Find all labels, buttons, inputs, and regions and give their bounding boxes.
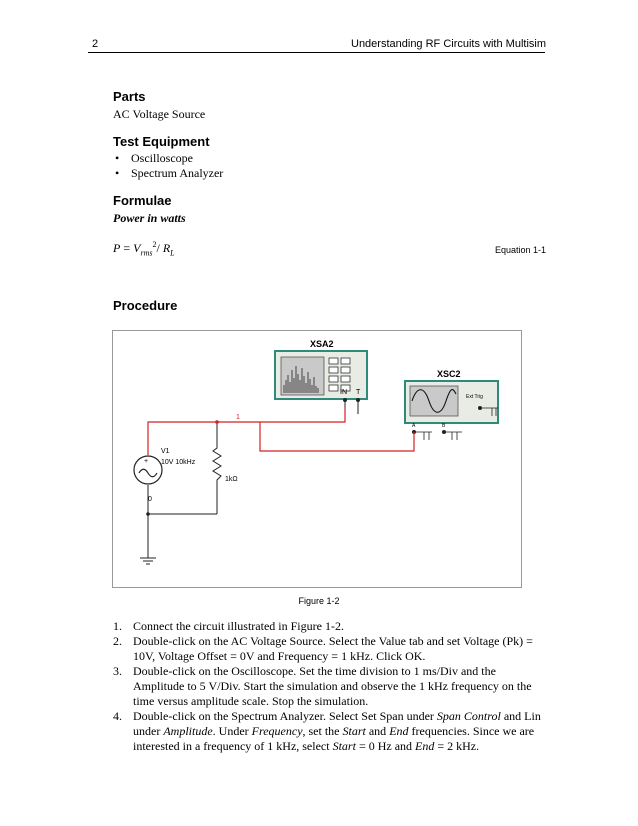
- equation-lhs: P: [113, 241, 121, 255]
- equation-v-sup: 2: [152, 240, 157, 249]
- spectrum-analyzer[interactable]: [275, 339, 367, 407]
- spectrum-t-label: T: [356, 389, 361, 396]
- oscilloscope[interactable]: [405, 369, 498, 440]
- equation-v-sub: rms: [140, 248, 153, 258]
- equation: [113, 240, 175, 257]
- step-number: 1.: [113, 619, 122, 633]
- circuit-figure: [112, 330, 522, 588]
- test-equipment-heading: Test Equipment: [113, 134, 210, 149]
- oscilloscope-ch-b: B: [442, 423, 446, 429]
- test-equipment-list: [113, 151, 223, 181]
- equation-equals: =: [120, 241, 134, 255]
- formula-subheading: Power in watts: [113, 211, 186, 225]
- equation-label: Equation 1-1: [494, 245, 546, 255]
- equation-r-sub: L: [170, 248, 175, 258]
- step-text: Connect the circuit illustrated in Figure 1-2.: [133, 619, 344, 633]
- oscilloscope-ch-a: A: [412, 423, 416, 429]
- parts-item: AC Voltage Source: [113, 107, 206, 121]
- spectrum-analyzer-screen: [281, 357, 324, 395]
- spectrum-analyzer-name: XSA2: [310, 339, 334, 349]
- step-item: [113, 664, 543, 709]
- source-value: 10V 10kHz: [161, 459, 196, 466]
- parts-heading: Parts: [113, 89, 146, 104]
- oscilloscope-ext-trig: Ext Trig: [466, 394, 483, 400]
- step-text: Double-click on the AC Voltage Source. Select the Value tab and set Voltage (Pk) = 10V, Voltage Offset = 0V and Frequency = 1 kHz. Click OK.: [133, 634, 533, 663]
- resistor-value: 1kΩ: [225, 476, 238, 483]
- source-name: V1: [161, 448, 170, 455]
- node-0-label: 0: [148, 496, 152, 503]
- step-number: 2.: [113, 634, 122, 648]
- step-item: [113, 709, 543, 754]
- procedure-heading: Procedure: [113, 298, 178, 313]
- step-number: 3.: [113, 664, 122, 678]
- source-plus: +: [144, 458, 149, 465]
- header-rule: [88, 52, 545, 53]
- equation-divide: /: [156, 241, 163, 255]
- step-item: [113, 619, 543, 634]
- list-item: • Oscilloscope: [113, 151, 223, 166]
- ac-voltage-source[interactable]: [134, 448, 196, 503]
- node-1-label: 1: [236, 414, 240, 421]
- step-text: Double-click on the Oscilloscope. Set the time division to 1 ms/Div and the Amplitude to 5 V/Div. Start the simulation and observe the 1 kHz frequency on the time versus amplitude scale. Stop the simulation.: [133, 664, 532, 708]
- page-number: 2: [92, 38, 99, 50]
- equation-r: R: [162, 241, 171, 255]
- figure-caption: Figure 1-2: [298, 596, 340, 606]
- step-number: 4.: [113, 709, 122, 723]
- spectrum-in-label: IN: [340, 389, 347, 396]
- formulae-heading: Formulae: [113, 193, 172, 208]
- running-title: Understanding RF Circuits with Multisim: [351, 38, 546, 50]
- equation-v: V: [133, 241, 141, 255]
- node-1-wires: [148, 407, 414, 455]
- ground-wires: [148, 407, 358, 558]
- procedure-steps: [113, 619, 543, 754]
- oscilloscope-name: XSC2: [437, 369, 461, 379]
- list-item: • Spectrum Analyzer: [113, 166, 223, 181]
- step-item: [113, 634, 543, 664]
- resistor[interactable]: [213, 444, 238, 484]
- resistor-icon: [213, 444, 221, 484]
- ground-icon: [140, 558, 156, 564]
- step-text: Double-click on the Spectrum Analyzer. Select Set Span under Span Control and Lin under Amplitude. Under Frequency, set the Start and End frequencies. Since we are interested in a frequency of 1 kHz, select Start = 0 Hz and End = 2 kHz.: [133, 709, 541, 753]
